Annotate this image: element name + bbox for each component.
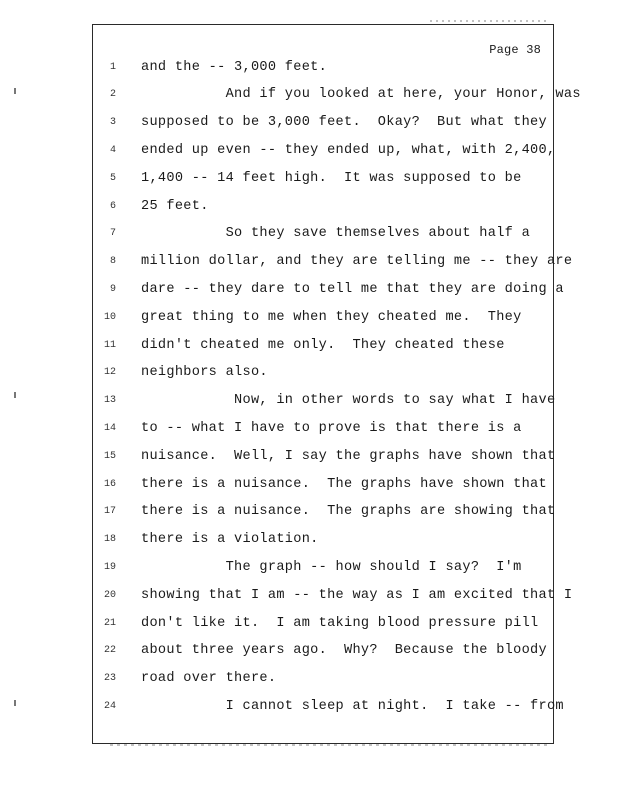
line-number: 20 — [103, 589, 116, 601]
line-text: there is a nuisance. The graphs are showing that — [141, 504, 556, 520]
transcript-page — [92, 24, 581, 744]
line-number: 4 — [109, 144, 116, 156]
transcript-line — [93, 307, 553, 327]
line-text: about three years ago. Why? Because the bloody — [141, 643, 547, 659]
transcript-line — [93, 502, 556, 522]
line-number: 15 — [103, 450, 116, 462]
line-number: 19 — [103, 561, 116, 573]
line-text: I cannot sleep at night. I take -- from — [141, 698, 564, 714]
line-number: 11 — [103, 339, 116, 351]
line-text: there is a nuisance. The graphs have shown that — [141, 476, 547, 492]
line-number: 24 — [103, 700, 116, 712]
line-text: and the -- 3,000 feet. — [141, 59, 328, 75]
line-number: 7 — [109, 228, 116, 240]
line-number: 3 — [109, 117, 116, 129]
transcript-line — [93, 557, 553, 577]
transcript-line — [93, 585, 573, 605]
line-text: didn't cheated me only. They cheated these — [141, 337, 505, 353]
line-text: And if you looked at here, your Honor, was — [141, 87, 581, 103]
line-text: dare -- they dare to tell me that they are doing a — [141, 281, 564, 297]
line-number: 9 — [109, 283, 116, 295]
line-text: million dollar, and they are telling me -- they are — [141, 254, 573, 270]
line-number: 6 — [109, 200, 116, 212]
line-text: 25 feet. — [141, 198, 209, 214]
transcript-line — [93, 669, 553, 689]
line-number: 5 — [109, 172, 116, 184]
transcript-line — [93, 696, 564, 716]
transcript-line — [93, 418, 553, 438]
transcript-line — [93, 363, 553, 383]
line-text: 1,400 -- 14 feet high. It was supposed to be — [141, 170, 522, 186]
line-number: 1 — [109, 61, 116, 73]
line-number: 23 — [103, 673, 116, 685]
transcript-line — [93, 57, 553, 77]
transcript-line — [93, 140, 556, 160]
transcript-line — [93, 530, 553, 550]
line-number: 18 — [103, 534, 116, 546]
line-text: don't like it. I am taking blood pressure pill — [141, 615, 539, 631]
binder-hole-mark — [14, 392, 16, 398]
line-text: neighbors also. — [141, 365, 268, 381]
transcript-line — [93, 335, 553, 355]
line-number: 12 — [103, 367, 116, 379]
transcript-line — [93, 279, 564, 299]
scan-artifact-bottom — [110, 744, 550, 746]
line-text: great thing to me when they cheated me. They — [141, 309, 522, 325]
line-text: showing that I am -- the way as I am excited that I — [141, 587, 573, 603]
line-text: road over there. — [141, 671, 277, 687]
scan-artifact-top — [430, 20, 550, 22]
line-text: So they save themselves about half a — [141, 226, 531, 242]
transcript-line — [93, 85, 581, 105]
line-number: 8 — [109, 256, 116, 268]
line-number: 21 — [103, 617, 116, 629]
transcript-line — [93, 252, 573, 272]
transcript-line — [93, 196, 553, 216]
line-number: 16 — [103, 478, 116, 490]
binder-hole-mark — [14, 88, 16, 94]
line-number: 14 — [103, 422, 116, 434]
line-text: The graph -- how should I say? I'm — [141, 559, 522, 575]
transcript-line — [93, 446, 556, 466]
transcript-line — [93, 641, 553, 661]
line-text: to -- what I have to prove is that there is a — [141, 420, 522, 436]
transcript-line — [93, 113, 553, 133]
line-text: there is a violation. — [141, 532, 319, 548]
transcript-line — [93, 613, 553, 633]
binder-hole-mark — [14, 700, 16, 706]
page-number: Page 38 — [489, 43, 541, 57]
line-number: 2 — [109, 89, 116, 101]
transcript-line — [93, 224, 553, 244]
line-number: 13 — [103, 395, 116, 407]
line-text: Now, in other words to say what I have — [141, 393, 556, 409]
transcript-line — [93, 474, 553, 494]
line-text: supposed to be 3,000 feet. Okay? But what they — [141, 115, 547, 131]
line-number: 10 — [103, 311, 116, 323]
transcript-line — [93, 391, 556, 411]
line-text: ended up even -- they ended up, what, with 2,400, — [141, 142, 556, 158]
line-number: 22 — [103, 645, 116, 657]
line-text: nuisance. Well, I say the graphs have shown that — [141, 448, 556, 464]
line-number: 17 — [103, 506, 116, 518]
transcript-line — [93, 168, 553, 188]
